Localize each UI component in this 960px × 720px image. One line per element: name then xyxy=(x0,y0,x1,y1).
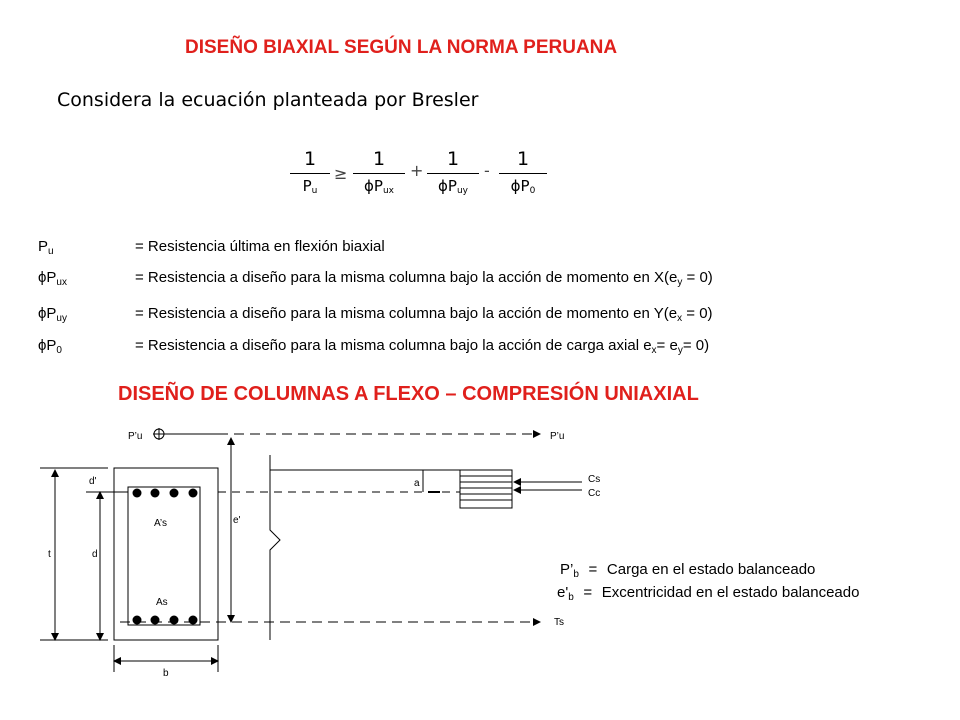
legend-eb xyxy=(557,584,859,603)
plus-symbol: + xyxy=(410,161,424,180)
desc-text-end: = 0) xyxy=(682,305,713,322)
label-cs: Cs xyxy=(588,474,601,485)
den-sub: ux xyxy=(382,186,394,196)
desc-text: = Resistencia a diseño para la misma columna bajo la acción de carga axial e xyxy=(135,337,652,354)
legend-symbol: P’ xyxy=(560,561,574,578)
geq-symbol: ≥ xyxy=(334,164,348,183)
label-pu-left: P’u xyxy=(128,431,143,442)
legend-sub: b xyxy=(568,592,574,603)
bottom-rebar xyxy=(133,616,142,625)
label-as: As xyxy=(156,597,168,608)
bottom-rebar xyxy=(189,616,198,625)
section-break-line xyxy=(270,455,280,640)
bottom-rebar xyxy=(151,616,160,625)
label-d-prime: d' xyxy=(89,476,97,487)
desc-text-end: = 0) xyxy=(682,337,710,354)
desc-sub-2: y xyxy=(677,345,683,356)
label-d: d xyxy=(92,549,98,560)
desc-sub: x xyxy=(651,345,657,356)
sym-base: ϕP xyxy=(38,337,57,354)
desc-text-end: = 0) xyxy=(682,269,713,286)
desc-text: = Resistencia a diseño para la misma columna bajo la acción de momento en Y(e xyxy=(135,305,678,322)
label-cc: Cc xyxy=(588,488,601,499)
den-sub: u xyxy=(311,186,318,196)
legend-eq: = xyxy=(583,584,593,601)
den-sub: 0 xyxy=(529,186,536,196)
sym-sub: 0 xyxy=(56,345,62,356)
legend-symbol: e' xyxy=(557,584,569,601)
label-ts: Ts xyxy=(554,617,564,628)
desc-text: = Resistencia a diseño para la misma columna bajo la acción de momento en X(e xyxy=(135,269,678,286)
title-biaxial-design: DISEÑO BIAXIAL SEGÚN LA NORMA PERUANA xyxy=(185,37,618,58)
label-t: t xyxy=(48,549,51,560)
column-section xyxy=(114,468,218,640)
top-rebar xyxy=(133,489,142,498)
sym-base: P xyxy=(38,238,49,255)
bottom-rebar xyxy=(170,616,179,625)
den-base: ϕP xyxy=(510,177,530,195)
den-base: ϕP xyxy=(364,177,383,195)
fraction-numerator: 1 xyxy=(372,148,386,170)
label-e-prime: e' xyxy=(233,515,241,526)
label-as-prime: A’s xyxy=(154,518,167,529)
top-rebar xyxy=(189,489,198,498)
fraction-numerator: 1 xyxy=(516,148,530,170)
minus-symbol: - xyxy=(484,161,490,180)
den-sub: uy xyxy=(456,186,468,196)
def-desc-pu: = Resistencia última en flexión biaxial xyxy=(135,238,385,255)
sym-base: ϕP xyxy=(38,269,57,286)
legend-desc: Carga en el estado balanceado xyxy=(606,561,816,578)
intro-text: Considera la ecuación planteada por Bresler xyxy=(57,89,479,111)
label-b: b xyxy=(163,668,169,679)
legend-sub: b xyxy=(573,569,579,580)
legend-pb xyxy=(560,561,815,580)
sym-base: ϕP xyxy=(38,305,57,322)
title-uniaxial-design: DISEÑO DE COLUMNAS A FLEXO – COMPRESIÓN UNIAXIAL xyxy=(118,383,699,405)
sym-sub: uy xyxy=(56,313,67,324)
den-base: ϕP xyxy=(438,177,457,195)
top-rebar xyxy=(170,489,179,498)
fraction-numerator: 1 xyxy=(446,148,460,170)
desc-text-mid: = e xyxy=(656,337,678,354)
den-base: P xyxy=(302,177,312,195)
sym-sub: u xyxy=(48,246,54,257)
desc-sub: x xyxy=(677,313,683,324)
fraction-numerator: 1 xyxy=(303,148,317,170)
label-a: a xyxy=(414,478,420,489)
top-rebar xyxy=(151,489,160,498)
label-pu-right: P’u xyxy=(550,431,565,442)
sym-sub: ux xyxy=(56,277,67,288)
desc-sub: y xyxy=(677,277,683,288)
legend-eq: = xyxy=(588,561,598,578)
legend-desc: Excentricidad en el estado balanceado xyxy=(601,584,860,601)
